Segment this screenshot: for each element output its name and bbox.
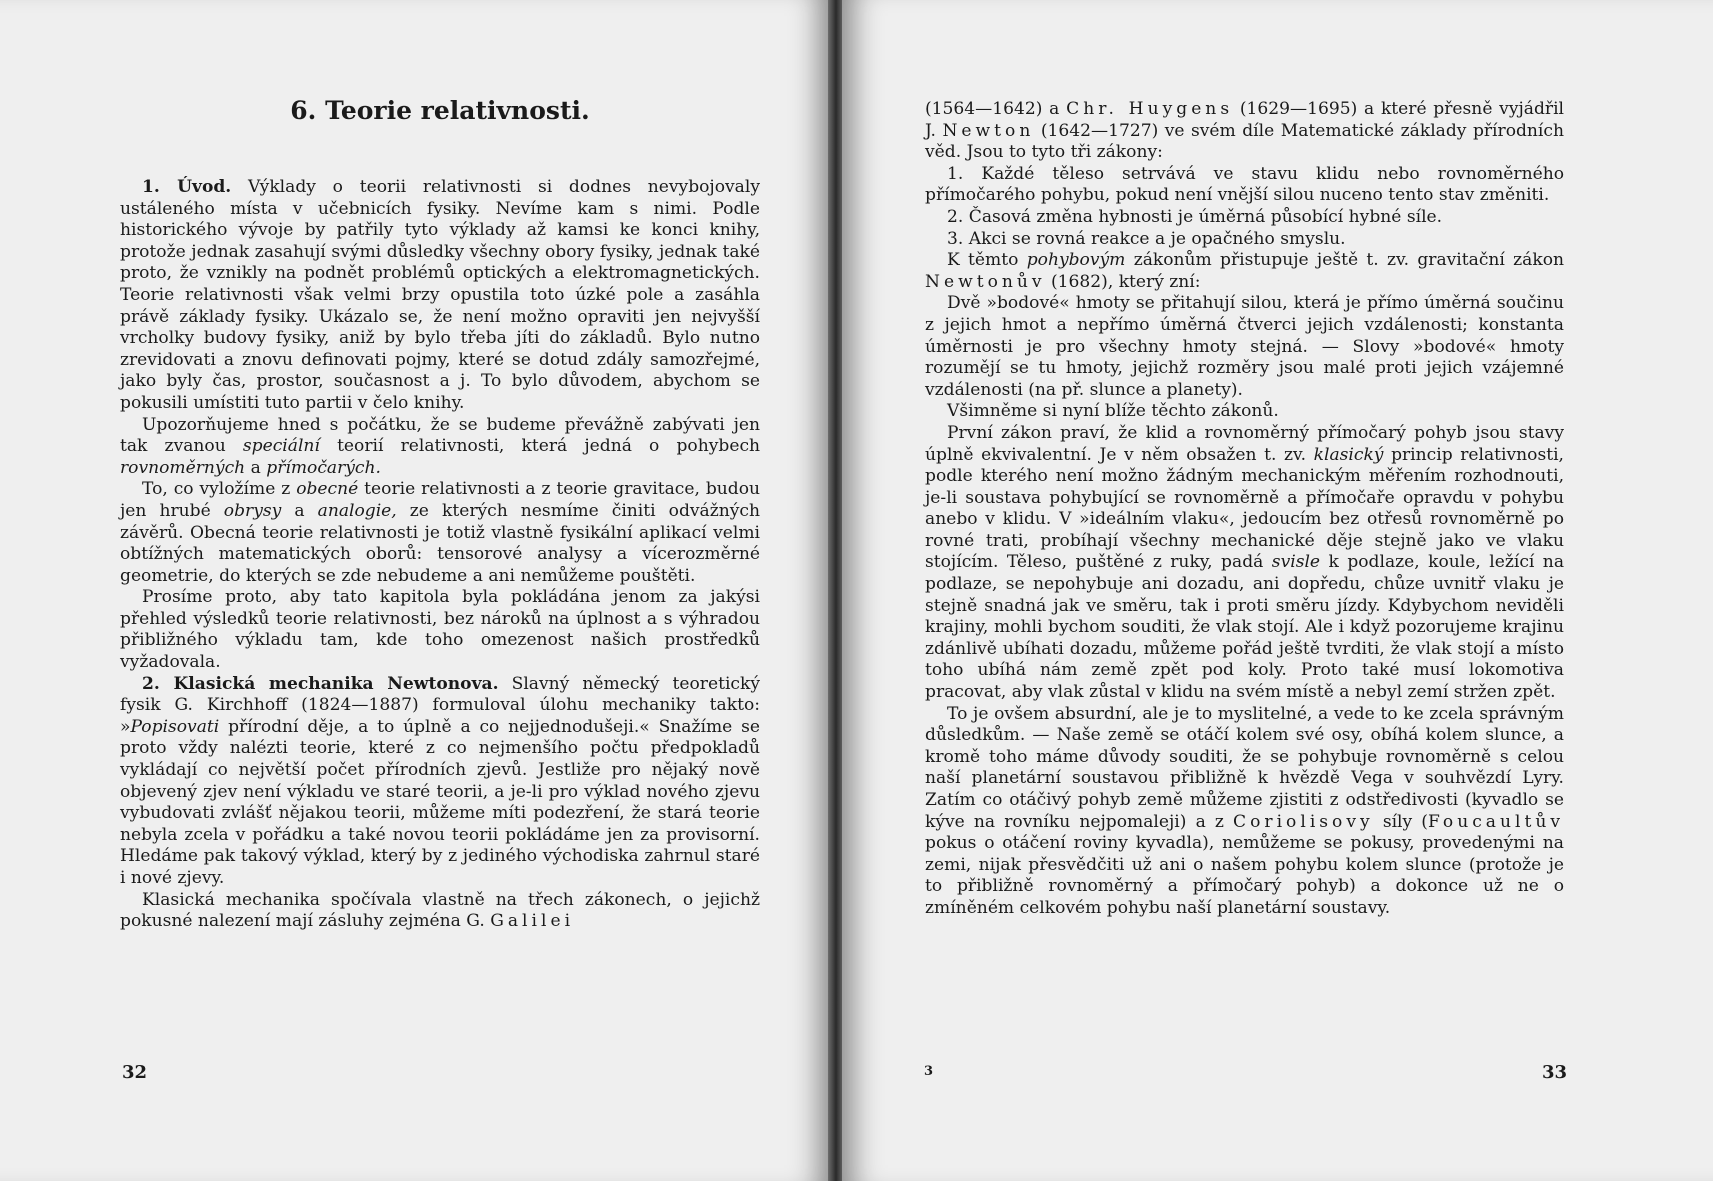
paragraph-text: (1629—1695) a které přesně vyjádřil J. — [925, 99, 1565, 141]
paragraph-text: a — [294, 500, 305, 521]
page-number: 33 — [1542, 1062, 1568, 1083]
chapter-title: 6. Teorie relativnosti. — [290, 96, 590, 125]
paragraph-text: Výklady o teorii relativnosti si dodnes nevybojovaly ustáleného místa v učebnicích fysiky. Nevíme kam s nimi. Podle historického vývoje by patřily tyto výklady až kamsi ke konci knihy, protože jednak zasahují svými důsledky všechny obory fysiky, jednak také proto, že vznikly na podnět problémů optických a elektromagnetických. Teorie relativnosti však velmi brzy opustila toto úzké pole a zasáhla právě základy fysiky. Ukázalo se, že není možno opraviti jen nejvyšší vrcholky budovy fysiky, aniž by bylo třeba jíti do základů. Bylo nutno zrevidovati a znovu definovati pojmy, které se dotud zdály samozřejmé, jako byly čas, prostor, současnost a j. To bylo důvodem, abychom se pokusili umístiti tuto partii v čelo knihy. — [120, 177, 760, 413]
spaced-name: Coriolisovy — [1233, 811, 1374, 832]
section-heading: 1. Úvod. — [142, 177, 232, 197]
paragraph-text: (1682), který zní: — [1050, 271, 1201, 292]
paragraph-text: princip relativnosti, podle kterého není možno žádným mechanickým měřením rozhodnouti, je-li soustava pohybující se rovnoměrně a přímočaře opravdu v pohybu anebo v klidu. V »ideálním vlaku«, jedoucím bez otřesů rovnoměrně po rovné trati, probíhají všechny mechanické děje stejně jako ve vlaku stojícím. Těleso, puštěné z ruky, padá — [925, 444, 1564, 573]
emphasis: obecné — [296, 479, 359, 500]
paragraph-text: (1564—1642) a — [925, 99, 1060, 119]
paragraph-text: zákonům přistupuje ještě t. zv. gravitační zákon — [1133, 250, 1565, 271]
spaced-name: Galilei — [490, 911, 575, 932]
paragraph — [925, 704, 1564, 920]
paragraph — [120, 415, 760, 480]
page-number: 32 — [122, 1062, 148, 1083]
left-page — [0, 0, 830, 1181]
paragraph-text: pokus o otáčení roviny kyvadla), nemůžeme se pokusy, provedenými na zemi, nijak přesvědčiti už ani o našem pohybu kolem slunce (protože je to přibližně rovnoměrný a přímočarý pohyb) a dokonce už ne o zmíněném celkovém pohybu naší planetární soustavy. — [925, 833, 1564, 918]
spaced-name: Newton — [942, 120, 1035, 141]
emphasis: rovnoměrných — [120, 457, 246, 478]
paragraph-text: a — [250, 457, 261, 478]
right-text-block — [925, 99, 1564, 920]
paragraph-text: To je ovšem absurdní, ale je to myslitelné, a vede to ke zcela správným důsledkům. — Naše země se otáčí kolem své osy, obíhá kolem slunce, a kromě toho máme důvody souditi, že se pohybuje rovnoměrně s celou naší planetární soustavou přibližně k hvězdě Vega v souhvězdí Lyry. Zatím co otáčivý pohyb země můžeme zjistiti z odstředivosti (kyvadlo se kýve na rovníku nejpomaleji) a z — [925, 703, 1564, 832]
emphasis: přímočarých. — [266, 457, 381, 478]
paragraph — [120, 890, 760, 933]
law-item: 1. Každé těleso setrvává ve stavu klidu nebo rovnoměrného přímočarého pohybu, pokud není vnější silou nuceno tento stav změniti. — [925, 163, 1564, 206]
paragraph-text: Upozorňujeme hned s počátku, že se budeme převážně zabývati jen tak zvanou — [120, 414, 760, 457]
paragraph — [925, 250, 1564, 293]
paragraph-text: k podlaze, koule, ležící na podlaze, se nepohybuje ani dozadu, ani dopředu, chůze uvnitř vlaku je stejně snadná jak ve směru, tak i proti směru jízdy. Kdybychom neviděli krajiny, mohli bychom souditi, že vlak stojí. Ale i když pozorujeme krajinu zdánlivě ubíhati dozadu, můžeme pořád ještě tvrditi, že vlak stojí a místo toho ubíhá nám země zpět pod koly. Proto také musí lokomotiva pracovat, aby vlak zůstal v klidu na svém místě a nebyl zemí stržen zpět. — [925, 552, 1565, 703]
spaced-name: Chr. Huygens — [1066, 99, 1234, 119]
paragraph — [120, 479, 760, 587]
paragraph — [925, 423, 1564, 704]
paragraph-text: K těmto — [947, 250, 1019, 271]
emphasis: analogie, — [317, 500, 397, 521]
paragraph-text: přírodní děje, a to úplně a co nejjednodušeji.« Snažíme se proto vždy nalézti teorie, které z co nejmenšího počtu předpokladů vykládají co největší počet přírodních zjevů. Jestliže pro nějaký nově objevený zjev není výkladu ve staré teorii, a je-li pro výklad nového zjevu vybudovati zvlášť nějakou teorii, můžeme míti podezření, že stará teorie nebyla zcela v pořádku a také novou teorii pokládáme jen za provisorní. Hledáme pak takový výklad, který by z jediného východiska zahrnul staré i nové zjevy. — [120, 716, 760, 888]
emphasis: obrysy — [223, 500, 282, 521]
section-heading: 2. Klasická mechanika Newtonova. — [142, 673, 499, 694]
paragraph-text: teorie relativnosti a z teorie gravitace, budou jen hrubé — [120, 479, 761, 521]
paragraph — [925, 99, 1564, 164]
emphasis: speciální — [242, 436, 320, 457]
paragraph-text: To, co vyložíme z — [142, 479, 291, 500]
paragraph: Dvě »bodové« hmoty se přitahují silou, která je přímo úměrná součinu z jejich hmot a nepřímo úměrná čtverci jejich vzdálenosti; konstanta úměrnosti je pro všechny hmoty stejná. — Slovy »bodové« hmoty rozumějí se tu hmoty, jejichž rozměry jsou malé proti jejich vzájemné vzdálenosti (na př. slunce a planety). — [925, 293, 1564, 400]
emphasis: Popisovati — [130, 716, 220, 737]
right-page — [842, 0, 1713, 1181]
emphasis: svisle — [1271, 552, 1321, 573]
spaced-name: Newtonův — [925, 271, 1046, 292]
paragraph-text: Slavný německý teoretický fysik G. Kirchhoff (1824—1887) formuloval úlohu mechaniky takto: » — [120, 673, 761, 737]
paragraph-text: První zákon praví, že klid a rovnoměrný přímočarý pohyb jsou stavy úplně ekvivalentní. Je v něm obsažen t. zv. — [925, 422, 1564, 465]
paragraph — [120, 674, 760, 890]
left-text-block — [120, 177, 760, 933]
law-item: 2. Časová změna hybnosti je úměrná působící hybné síle. — [947, 206, 1443, 227]
spaced-name: Foucaultův — [1427, 811, 1564, 832]
paragraph — [120, 177, 760, 415]
emphasis: pohybovým — [1026, 250, 1126, 271]
paragraph: Prosíme proto, aby tato kapitola byla pokládána jenom za jakýsi přehled výsledků teorie relativnosti, bez nároků na úplnost a s výhradou přibližného výkladu tam, kde toho omezenost našich prostředků vyžadovala. — [120, 587, 760, 673]
law-item: 3. Akci se rovná reakce a je opačného smyslu. — [947, 228, 1346, 249]
paragraph-text: síly ( — [1382, 811, 1428, 832]
paragraph-text: (1642—1727) ve svém díle Matematické základy přírodních věd. Jsou to tyto tři zákony: — [925, 120, 1564, 163]
signature-mark: 3 — [924, 1064, 934, 1079]
paragraph-text: Klasická mechanika spočívala vlastně na třech zákonech, o jejichž pokusné nalezení mají zásluhy zejména G. — [120, 889, 760, 932]
paragraph-text: teorií relativnosti, která jedná o pohybech — [337, 436, 761, 457]
paragraph-text: ze kterých nesmíme činiti odvážných závěrů. Obecná teorie relativnosti je totiž vlastně fysikální aplikací velmi obtížných matematických oborů: tensorové analysy a vícerozměrné geometrie, do kterých se zde nebudeme a ani nemůžeme pouštěti. — [120, 500, 760, 586]
paragraph: Všimněme si nyní blíže těchto zákonů. — [947, 401, 1279, 422]
emphasis: klasický — [1313, 444, 1384, 465]
